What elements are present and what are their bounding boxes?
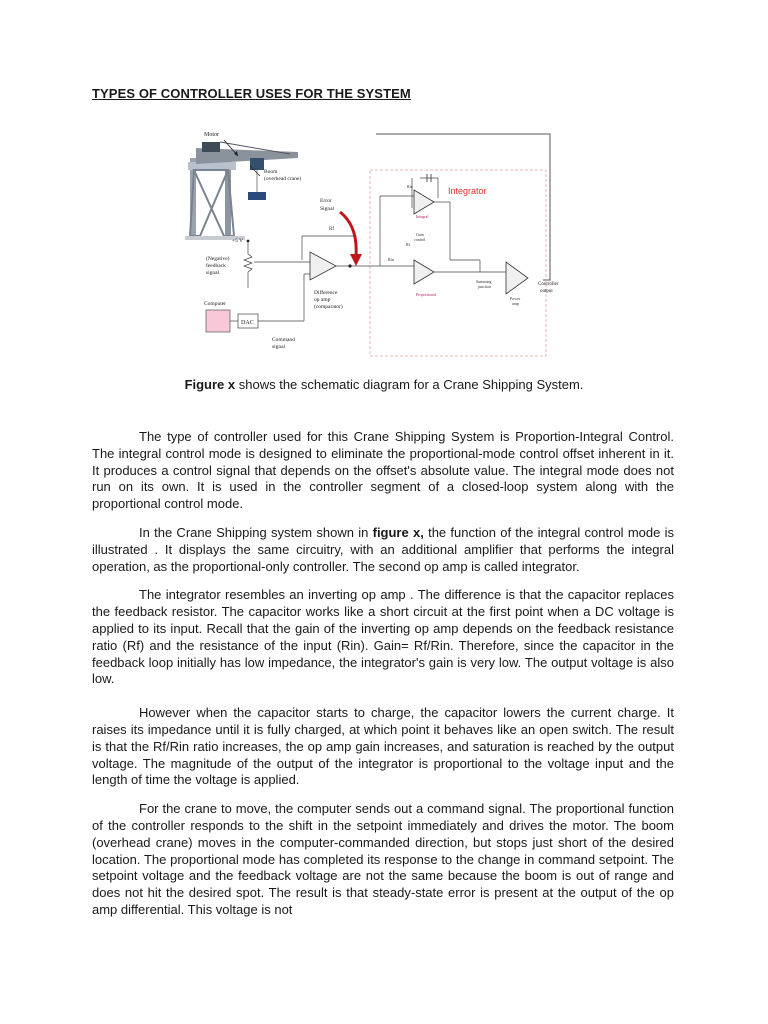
svg-text:feedback: feedback (206, 263, 226, 269)
proportional-sublabel: Proportional (416, 292, 436, 297)
paragraph-3: The integrator resembles an inverting op amp . The difference is that the capacitor replaces the feedback resistor. The capacitor works like a short circuit at the first point when a DC voltage is applied to its input. Recall that the gain of the inverting op amp depends on the feedback resistance ratio (Rf) and the resistance of the input (Rin). Gain= Rf/Rin. Therefore, since the capacitor in the feedback loop initially has low impedance, the integrator's gain is very low. The output voltage is also low. (92, 587, 674, 687)
controller-dashed-box (370, 170, 546, 356)
power-amp (506, 262, 528, 294)
boom-label: Boom (264, 169, 278, 175)
svg-text:output: output (540, 289, 553, 294)
paragraph-1: The type of controller used for this Crane Shipping System is Proportion-Integral Control. The integral control mode is designed to eliminate the proportional-mode control offset inherent in it. It produces a control signal that depends on the offset's absolute value. The integral mode does not run on its own. It is used in the controller segment of a closed-loop system along with the proportional control mode. (92, 429, 674, 512)
outer-feedback-wire (376, 134, 550, 280)
svg-text:amp: amp (512, 301, 519, 306)
svg-text:Power: Power (510, 296, 521, 301)
svg-text:Summing: Summing (476, 279, 492, 284)
paragraph-5: For the crane to move, the computer sends out a command signal. The proportional function of the controller responds to the shift in the setpoint immediately and drives the motor. The boom (overhead crane) moves in the computer-commanded direction, but stops just short of the desired location. The proportional mode has completed its response to the change in command setpoint. The setpoint voltage and the feedback voltage are not the same because the boom is out of range and does not hit the desired spot. The result is that steady-state error is present at the output of the op amp differential. This voltage is not (92, 801, 674, 917)
svg-text:junction: junction (478, 284, 492, 289)
schematic-diagram (180, 128, 580, 364)
caption-text: shows the schematic diagram for a Crane Shipping System. (235, 377, 584, 392)
paragraph-4: However when the capacitor starts to charge, the capacitor lowers the current charge. It raises its impedance until it is fully charged, at which point it behaves like an open switch. The result is that the Rf/Rin ratio increases, the op amp gain increases, and saturation is reached by the output voltage. The magnitude of the output of the integrator is proportional to the voltage input and the length of time the voltage is applied. (92, 705, 674, 788)
svg-text:+5 V: +5 V (232, 238, 244, 244)
svg-text:signal: signal (272, 344, 286, 350)
svg-text:DAC: DAC (241, 320, 254, 326)
paragraph-2: In the Crane Shipping system shown in figure x, the function of the integral control mode is illustrated . It displays the same circuitry, with an additional amplifier that performs the integral operation, as the proportional-only controller. The second op amp is called integrator. (92, 524, 674, 574)
integrator-opamp (414, 190, 434, 214)
computer-box (206, 310, 230, 332)
page-heading: TYPES OF CONTROLLER USES FOR THE SYSTEM (92, 86, 411, 101)
crane-illustration (185, 142, 298, 240)
svg-text:Rin: Rin (407, 184, 413, 189)
proportional-opamp (414, 260, 434, 284)
feedback-label: (Negative) (206, 256, 230, 262)
body-text (92, 429, 674, 931)
svg-text:Rf: Rf (329, 227, 334, 232)
svg-text:(comparator): (comparator) (314, 304, 343, 310)
boom-sublabel: (overhead crane) (264, 176, 302, 182)
integrator-label: Integrator (448, 186, 487, 196)
svg-text:op amp: op amp (314, 297, 331, 303)
svg-text:signal: signal (206, 270, 220, 276)
crane-schematic-figure (180, 128, 580, 364)
controller-output-label: Controller (538, 282, 559, 287)
motor-label: Motor (204, 132, 219, 138)
integral-sublabel: Integral (416, 214, 429, 219)
caption-figure-ref: Figure x (184, 377, 236, 392)
svg-text:Difference: Difference (314, 290, 338, 296)
error-signal-arrow (340, 212, 356, 256)
difference-opamp (310, 252, 336, 280)
svg-text:control: control (414, 237, 426, 242)
command-label: Command (272, 337, 295, 343)
error-sublabel: Signal (320, 206, 335, 212)
figure-caption (0, 377, 768, 392)
svg-text:Gain: Gain (416, 232, 424, 237)
svg-text:Rf: Rf (406, 242, 410, 247)
computer-label: Computer (204, 301, 226, 307)
error-label: Error (320, 198, 332, 204)
svg-text:Rin: Rin (388, 257, 394, 262)
